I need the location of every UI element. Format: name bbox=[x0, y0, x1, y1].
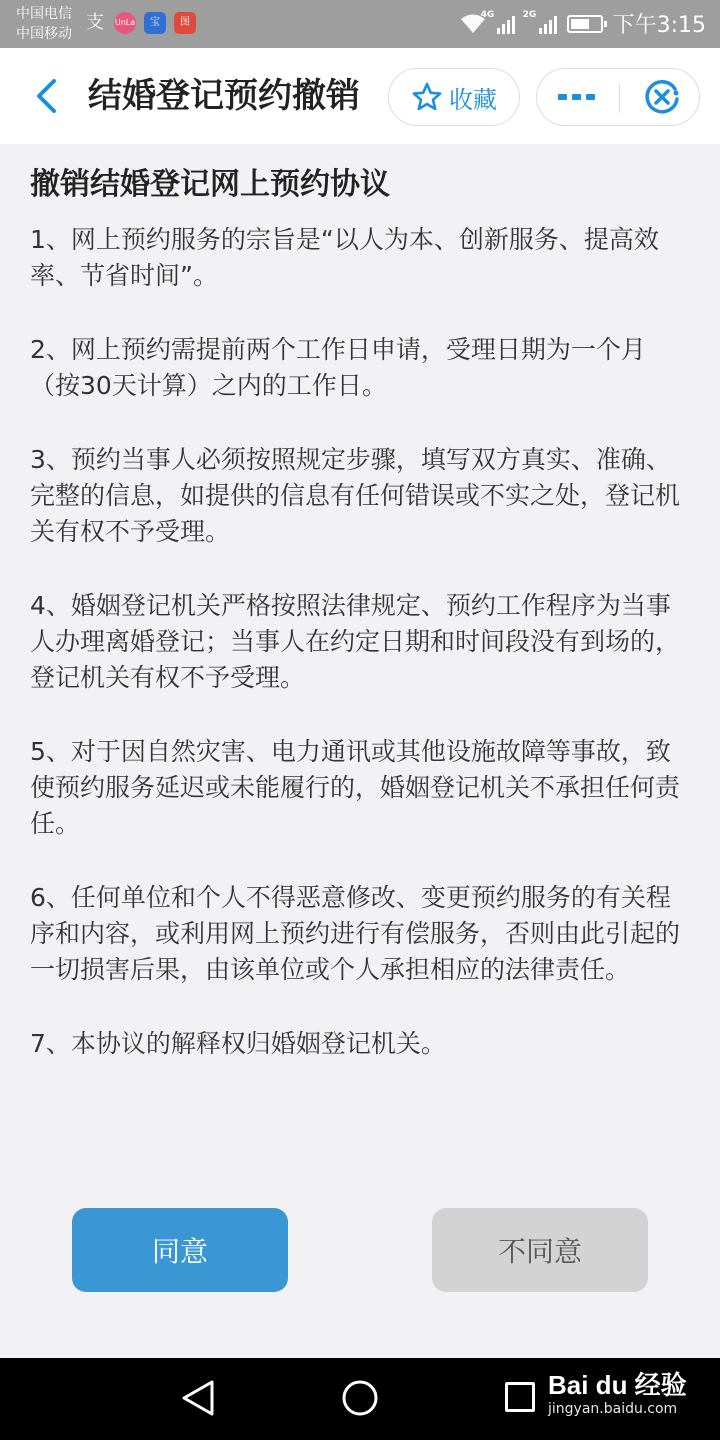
title-bar bbox=[0, 48, 720, 144]
agreement-clause: 6、任何单位和个人不得恶意修改、变更预约服务的有关程序和内容，或利用网上预约进行有偿服务，否则由此引起的一切损害后果，由该单位或个人承担相应的法律责任。 bbox=[30, 883, 681, 984]
network-2-label: 2G bbox=[522, 9, 537, 20]
back-button[interactable] bbox=[22, 72, 70, 120]
favorite-button[interactable] bbox=[388, 68, 520, 126]
circle-home-icon bbox=[340, 1378, 380, 1418]
carrier-info bbox=[16, 4, 72, 44]
page-title: 结婚登记预约撤销 bbox=[88, 76, 360, 116]
watermark-logo: Bai du 经验 bbox=[548, 1370, 687, 1400]
chevron-left-icon bbox=[34, 78, 58, 114]
agreement-content bbox=[30, 162, 694, 1100]
close-button[interactable] bbox=[627, 69, 697, 125]
nav-back-button[interactable] bbox=[180, 1378, 216, 1422]
agreement-clause: 4、婚姻登记机关严格按照法律规定、预约工作程序为当事人办理离婚登记；当事人在约定日期和时间段没有到场的，登记机关有权不予受理。 bbox=[30, 591, 681, 692]
more-button[interactable] bbox=[537, 69, 617, 125]
more-dots-icon bbox=[557, 92, 597, 102]
signal-2g-icon bbox=[522, 9, 557, 34]
favorite-label: 收藏 bbox=[449, 85, 497, 114]
nav-home-button[interactable] bbox=[340, 1378, 380, 1422]
star-icon bbox=[411, 81, 443, 113]
status-bar bbox=[0, 0, 720, 48]
agreement-clause: 1、网上预约服务的宗旨是“以人为本、创新服务、提高效率、节省时间”。 bbox=[30, 225, 659, 290]
system-nav-bar bbox=[0, 1358, 720, 1440]
map-pin-icon: 图 bbox=[174, 12, 196, 34]
battery-icon bbox=[567, 15, 603, 33]
triangle-back-icon bbox=[180, 1378, 216, 1418]
signal-4g-icon bbox=[480, 9, 515, 34]
network-1-label: 4G bbox=[480, 9, 495, 20]
unla-icon: UnLa bbox=[114, 12, 136, 34]
carrier-2: 中国移动 bbox=[16, 26, 72, 42]
watermark-url: jingyan.baidu.com bbox=[548, 1401, 678, 1417]
mini-program-capsule bbox=[536, 68, 700, 126]
notification-icons bbox=[84, 12, 196, 34]
disagree-button[interactable]: 不同意 bbox=[432, 1208, 648, 1292]
baidu-jingyan-watermark bbox=[548, 1370, 687, 1418]
alipay-icon: 支 bbox=[86, 12, 104, 33]
agreement-clause: 3、预约当事人必须按照规定步骤，填写双方真实、准确、完整的信息，如提供的信息有任何错误或不实之处，登记机关有权不予受理。 bbox=[30, 445, 681, 546]
capsule-divider bbox=[619, 83, 620, 113]
agreement-clause: 5、对于因自然灾害、电力通讯或其他设施故障等事故，致使预约服务延迟或未能履行的，婚姻登记机关不承担任何责任。 bbox=[30, 737, 681, 838]
agreement-clause: 2、网上预约需提前两个工作日申请，受理日期为一个月（按30天计算）之内的工作日。 bbox=[30, 335, 646, 400]
baidu-icon: 宝 bbox=[144, 12, 166, 34]
system-status bbox=[459, 8, 706, 39]
status-time: 下午3:15 bbox=[612, 13, 706, 38]
agreement-clause: 7、本协议的解释权归婚姻登记机关。 bbox=[30, 1029, 446, 1058]
agreement-title: 撤销结婚登记网上预约协议 bbox=[30, 167, 390, 202]
nav-recents-button[interactable] bbox=[505, 1382, 535, 1412]
agree-button[interactable]: 同意 bbox=[72, 1208, 288, 1292]
carrier-1: 中国电信 bbox=[16, 6, 72, 22]
close-circle-icon bbox=[642, 77, 682, 117]
